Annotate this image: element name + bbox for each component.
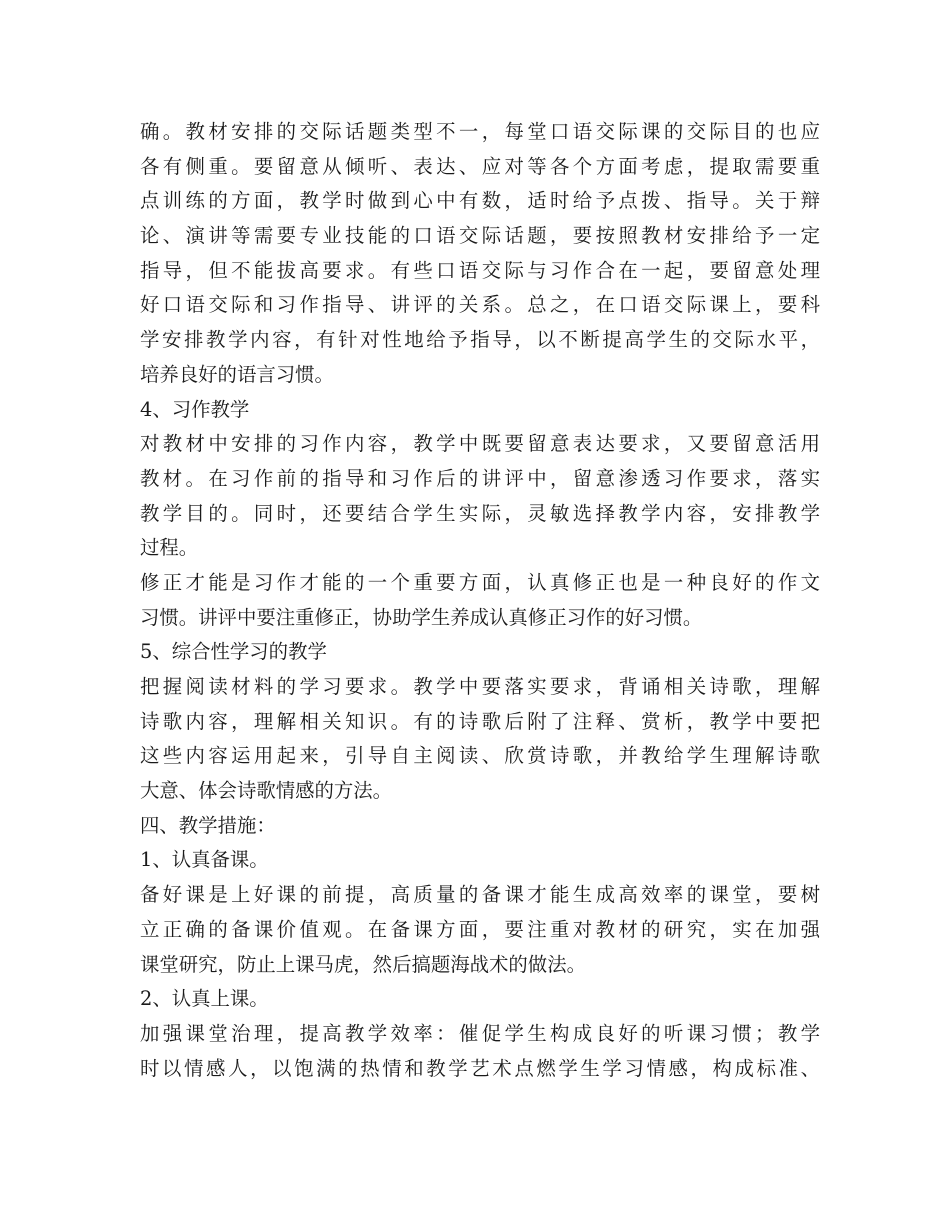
text-line: 论、演讲等需要专业技能的口语交际话题，要按照教材安排给予一定 [140, 224, 820, 248]
text-line: 立正确的备课价值观。在备课方面，要注重对教材的研究，实在加强 [140, 917, 820, 941]
text-line: 对教材中安排的习作内容，教学中既要留意表达要求，又要留意活用 [140, 432, 820, 456]
text-line: 2、认真上课。 [140, 987, 269, 1011]
text-line: 教材。在习作前的指导和习作后的讲评中，留意渗透习作要求，落实 [140, 466, 820, 490]
text-line: 四、教学措施： [140, 813, 276, 837]
text-line: 指导，但不能拔高要求。有些口语交际与习作合在一起，要留意处理 [140, 258, 820, 282]
text-line: 把握阅读材料的学习要求。教学中要落实要求，背诵相关诗歌，理解 [140, 675, 820, 698]
text-line: 时以情感人，以饱满的热情和教学艺术点燃学生学习情感，构成标准、 [140, 1056, 820, 1080]
text-line: 诗歌内容，理解相关知识。有的诗歌后附了注释、赏析，教学中要把 [140, 709, 820, 733]
text-line: 各有侧重。要留意从倾听、表达、应对等各个方面考虑，提取需要重 [140, 154, 820, 178]
text-line: 学安排教学内容，有针对性地给予指导，以不断提高学生的交际水平， [140, 328, 820, 352]
text-line: 过程。 [140, 536, 199, 560]
text-line: 好口语交际和习作指导、讲评的关系。总之，在口语交际课上，要科 [140, 293, 820, 317]
document-page [140, 115, 820, 1086]
text-line: 教学目的。同时，还要结合学生实际，灵敏选择教学内容，安排教学 [140, 501, 820, 525]
text-line: 课堂研究，防止上课马虎，然后搞题海战术的做法。 [140, 952, 586, 976]
text-line: 培养良好的语言习惯。 [140, 362, 334, 386]
text-line: 备好课是上好课的前提，高质量的备课才能生成高效率的课堂，要树 [140, 883, 820, 907]
text-line: 修正才能是习作才能的一个重要方面，认真修正也是一种良好的作文 [140, 570, 820, 594]
text-line: 加强课堂治理，提高教学效率：催促学生构成良好的听课习惯；教学 [140, 1021, 820, 1045]
text-line: 4、习作教学 [140, 397, 250, 421]
text-line: 大意、体会诗歌情感的方法。 [140, 779, 393, 803]
text-line: 5、综合性学习的教学 [140, 640, 327, 664]
text-line: 这些内容运用起来，引导自主阅读、欣赏诗歌，并教给学生理解诗歌 [140, 744, 820, 768]
text-line: 习惯。讲评中要注重修正，协助学生养成认真修正习作的好习惯。 [140, 605, 703, 629]
text-line: 点训练的方面，教学时做到心中有数，适时给予点拨、指导。关于辩 [140, 189, 820, 213]
text-line: 1、认真备课。 [140, 848, 269, 872]
text-line: 确。教材安排的交际话题类型不一，每堂口语交际课的交际目的也应 [140, 120, 820, 143]
